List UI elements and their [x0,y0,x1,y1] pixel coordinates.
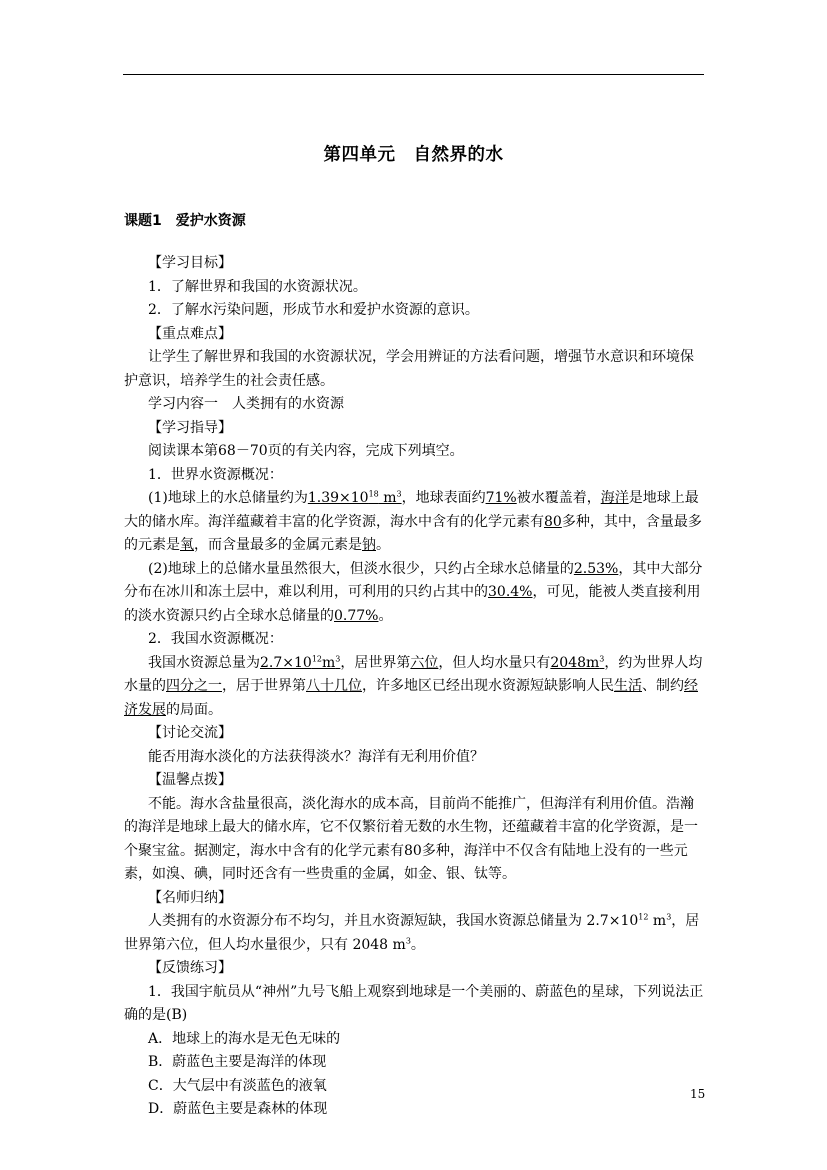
superscript: 12 [311,653,322,663]
goal-item: 1．了解世界和我国的水资源状况。 [148,278,367,295]
answer-blank: 海洋 [600,490,629,506]
text: m [648,913,667,929]
text: ，而含量最多的金属元素是 [194,537,362,553]
text: 多种，其中，含量最多的元素是 [124,513,702,553]
option-b: B．蔚蓝色主要是海洋的体现 [148,1054,327,1070]
text: m [378,490,397,506]
answer-blank: 2.53% [573,560,619,577]
superscript: 12 [638,912,649,922]
text: 被水覆盖着， [516,490,601,506]
lesson-title: 课题1 爱护水资源 [124,213,246,229]
discuss-heading: 【讨论交流】 [148,725,232,741]
text: 。 [376,537,390,553]
text: 2048m [550,654,600,671]
answer-blank [260,655,340,671]
text: ，居于世界第 [222,678,306,694]
text: ，但人均水量只有 [438,654,551,671]
text: 我国水资源总量为 [148,654,260,671]
page-number: 15 [690,1087,706,1101]
superscript: 3 [335,653,341,663]
superscript: 18 [368,489,379,499]
option-d: D．蔚蓝色主要是森林的体现 [148,1101,328,1117]
text: ，可见，能被人类直接利用的淡水资源只约占全球水总储量的 [124,584,701,624]
content-one-heading: 学习内容一 人类拥有的水资源 [148,396,344,412]
text: 人类拥有的水资源分布不均匀，并且水资源短缺，我国水资源总储量为 2.7×10 [148,913,639,929]
superscript: 3 [666,912,672,922]
feedback-heading: 【反馈练习】 [148,960,232,976]
summary-heading: 【名师归纳】 [148,889,232,906]
paragraph-china [124,652,704,723]
key-heading: 【重点难点】 [148,325,232,342]
text: 、制约 [642,678,684,694]
text: 2.7×10 [260,654,312,671]
text: (1)地球上的水总储量约为 [148,490,308,506]
answer-blank: 四分之一 [166,678,222,694]
world-heading: 1．世界水资源概况： [148,466,283,483]
answer-blank: 钠 [362,537,376,553]
answer-blank: 0.77% [334,607,379,624]
answer-blank: 氧 [180,537,194,553]
paragraph-world-2 [124,558,704,629]
document-body [124,252,704,1122]
answer-blank: 六位 [410,654,439,671]
text: ，居世界第 [340,654,411,671]
page-title: 第四单元 自然界的水 [323,145,504,165]
text: 。 [410,936,425,953]
paragraph-world-1 [124,487,704,558]
text: 的局面。 [166,701,222,718]
answer-blank: 生活 [614,678,642,694]
text: ，地球表面约 [401,490,486,506]
answer-blank: 经济发展 [124,678,698,718]
goals-heading: 【学习目标】 [148,255,232,271]
answer-blank: 八十几位 [306,678,362,694]
option-a: A．地球上的海水是无色无味的 [148,1030,341,1047]
superscript: 3 [396,489,402,499]
text: (2)地球上的总储水量虽然很大，但淡水很少，只约占全球水总储量的 [148,560,574,577]
china-heading: 2．我国水资源概况： [148,631,283,647]
question: 1．我国宇航员从“神州”九号飞船上观察到地球是一个美丽的、蔚蓝色的星球，下列说法正确的是(B) [124,983,704,1023]
header-rule [123,74,704,75]
text: ，许多地区已经出现水资源短缺影响人民 [362,678,614,694]
text: 。 [378,607,393,624]
text: ，其中大部分分布在冰川和冻土层中，难以利用，可利用的只约占其中的 [124,560,703,600]
summary-text [124,910,704,957]
answer-blank: 30.4% [488,584,533,600]
tips-heading: 【温馨点拨】 [148,772,232,788]
answer-blank: 71% [485,490,517,506]
answer-blank [550,655,604,671]
goal-item: 2．了解水污染问题，形成节水和爱护水资源的意识。 [148,302,479,318]
tips-text: 不能。海水含盐量很高，淡化海水的成本高，目前尚不能推广，但海洋有利用价值。浩瀚的海洋是地球上最大的储水库，它不仅繁衍着无数的水生物，还蕴藏着丰富的化学资源，是一个聚宝盆。据测定，海水中含有的化学元素有80多种，海洋中不仅含有陆地上没有的一些元素，如溴、碘，同时还含有一些贵重的金属，如金、银、钛等。 [124,795,698,882]
guide-heading: 【学习指导】 [148,419,232,436]
answer-blank [308,490,402,506]
text: m [322,654,336,671]
text: ，居世界第六位，但人均水量很少，只有 2048 m [124,913,700,953]
discuss-text: 能否用海水淡化的方法获得淡水？海洋有无利用价值？ [148,748,484,765]
guide-text: 阅读课本第68－70页的有关内容，完成下列填空。 [148,443,464,459]
text: ，约为世界人均水量的 [124,654,703,694]
key-text: 让学生了解世界和我国的水资源状况，学会用辨证的方法看问题，增强节水意识和环境保护意识，培养学生的社会责任感。 [124,349,694,389]
text: 1.39×10 [307,490,369,506]
answer-blank: 80 [544,513,562,530]
superscript: 3 [599,653,605,663]
superscript: 3 [405,935,411,945]
option-c: C．大气层中有淡蓝色的液氧 [148,1077,327,1094]
text: 是地球上最大的储水库。海洋蕴藏着丰富的化学资源，海水中含有的化学元素有 [124,490,699,530]
